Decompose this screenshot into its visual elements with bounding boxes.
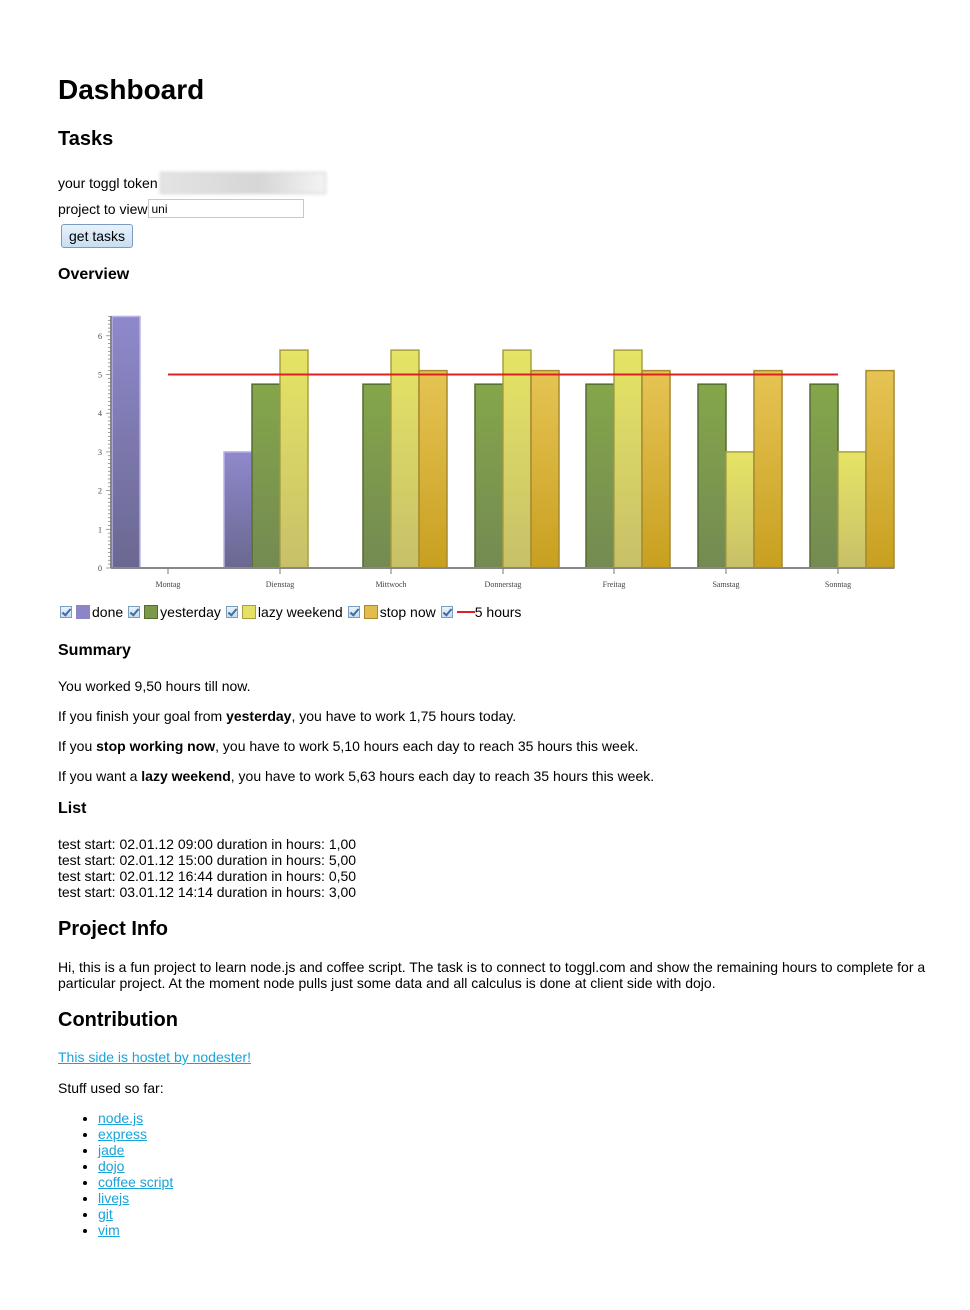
list-item: test start: 03.01.12 14:14 duration in hours: 3,00 <box>58 884 357 900</box>
list-item: test start: 02.01.12 09:00 duration in hours: 1,00 <box>58 836 357 852</box>
summary-stop-now: If you stop working now, you have to work 5,10 hours each day to reach 35 hours this week. <box>58 738 639 754</box>
get-tasks-button[interactable]: get tasks <box>61 224 133 248</box>
svg-text:0: 0 <box>98 564 102 573</box>
bar-yesterday-Mittwoch <box>363 384 391 568</box>
page-title: Dashboard <box>58 74 205 105</box>
legend-label-yesterday: yesterday <box>160 604 221 620</box>
legend-label-lazy-weekend: lazy weekend <box>257 604 343 620</box>
bar-stop-now-Donnerstag <box>531 371 559 568</box>
token-row <box>58 172 326 194</box>
task-list <box>58 836 356 900</box>
svg-text:Donnerstag: Donnerstag <box>484 580 522 589</box>
svg-text:Sonntag: Sonntag <box>824 580 852 589</box>
bar-yesterday-Sonntag <box>810 384 838 568</box>
link-nodejs[interactable]: node.js <box>98 1110 144 1126</box>
stop-now-swatch-icon <box>364 605 378 619</box>
bar-lazy-weekend-Dienstag <box>280 350 308 568</box>
overview-chart <box>0 300 970 600</box>
link-livejs[interactable]: livejs <box>98 1190 130 1206</box>
bar-lazy-weekend-Freitag <box>614 350 642 568</box>
bar-lazy-weekend-Samstag <box>726 452 754 568</box>
svg-text:6: 6 <box>98 331 102 341</box>
bar-yesterday-Samstag <box>698 384 726 568</box>
link-coffee-script[interactable]: coffee script <box>98 1174 174 1190</box>
svg-text:Montag: Montag <box>155 580 181 589</box>
stuff-list <box>58 1110 173 1238</box>
legend-label-done: done <box>92 604 124 620</box>
link-jade[interactable]: jade <box>98 1142 125 1158</box>
link-express[interactable]: express <box>98 1126 148 1142</box>
link-dojo[interactable]: dojo <box>98 1158 125 1174</box>
project-info-text: Hi, this is a fun project to learn node.js and coffee script. The task is to connect to toggl.com and show the remaining hours to complete for a particular project. At the moment node pulls just some data and all calculus is done at client side with dojo. <box>58 959 926 991</box>
list-heading: List <box>58 800 87 817</box>
legend-checkbox-stop-now[interactable] <box>348 606 360 618</box>
summary-worked: You worked 9,50 hours till now. <box>58 678 251 694</box>
svg-text:Samstag: Samstag <box>712 580 740 589</box>
project-info-heading: Project Info <box>58 918 169 940</box>
bar-stop-now-Freitag <box>642 371 670 568</box>
nodester-link[interactable]: This side is hostet by nodester! <box>58 1049 251 1065</box>
project-label: project to view <box>58 200 148 217</box>
project-input[interactable] <box>148 199 304 218</box>
line-swatch-icon <box>457 611 475 613</box>
project-row <box>58 199 304 218</box>
tasks-heading: Tasks <box>58 128 114 150</box>
bar-stop-now-Sonntag <box>866 371 894 568</box>
bar-yesterday-Donnerstag <box>475 384 503 568</box>
contribution-heading: Contribution <box>58 1009 178 1031</box>
bar-lazy-weekend-Sonntag <box>838 452 866 568</box>
svg-text:4: 4 <box>98 409 102 419</box>
bar-lazy-weekend-Mittwoch <box>391 350 419 568</box>
token-label: your toggl token <box>58 175 158 191</box>
svg-text:1: 1 <box>98 525 102 535</box>
x-ticks <box>156 568 852 589</box>
summary-yesterday: If you finish your goal from yesterday, you have to work 1,75 hours today. <box>58 708 517 724</box>
svg-text:Dienstag: Dienstag <box>265 580 295 589</box>
svg-text:Mittwoch: Mittwoch <box>375 580 407 589</box>
overview-heading: Overview <box>58 266 130 283</box>
bar-stop-now-Samstag <box>754 371 782 568</box>
bar-done-Dienstag <box>224 452 252 568</box>
y-ticks <box>98 316 111 573</box>
summary-heading: Summary <box>58 642 131 659</box>
yesterday-swatch-icon <box>144 605 158 619</box>
done-swatch-icon <box>76 605 90 619</box>
bar-done-Montag <box>112 316 140 568</box>
svg-text:5: 5 <box>98 370 102 380</box>
list-item: test start: 02.01.12 15:00 duration in hours: 5,00 <box>58 852 357 868</box>
svg-text:Freitag: Freitag <box>602 580 626 589</box>
chart-bars <box>112 316 894 568</box>
lazy-weekend-swatch-icon <box>242 605 256 619</box>
legend-checkbox-done[interactable] <box>60 606 72 618</box>
bar-stop-now-Mittwoch <box>419 371 447 568</box>
legend-label-stop-now: stop now <box>379 604 436 620</box>
summary-lazy-weekend: If you want a lazy weekend, you have to work 5,63 hours each day to reach 35 hours this week. <box>58 768 655 784</box>
bar-yesterday-Dienstag <box>252 384 280 568</box>
legend-checkbox-lazy-weekend[interactable] <box>226 606 238 618</box>
token-input[interactable] <box>160 172 326 194</box>
legend-checkbox-5-hours[interactable] <box>441 606 453 618</box>
svg-text:2: 2 <box>98 486 102 496</box>
list-item: test start: 02.01.12 16:44 duration in hours: 0,50 <box>58 868 357 884</box>
chart-legend <box>60 604 526 620</box>
link-vim[interactable]: vim <box>98 1222 120 1238</box>
legend-label-5-hours: 5 hours <box>474 604 522 620</box>
link-git[interactable]: git <box>98 1206 113 1222</box>
legend-checkbox-yesterday[interactable] <box>128 606 140 618</box>
stuff-label: Stuff used so far: <box>58 1080 164 1096</box>
bar-yesterday-Freitag <box>586 384 614 568</box>
svg-text:3: 3 <box>98 447 102 457</box>
bar-lazy-weekend-Donnerstag <box>503 350 531 568</box>
